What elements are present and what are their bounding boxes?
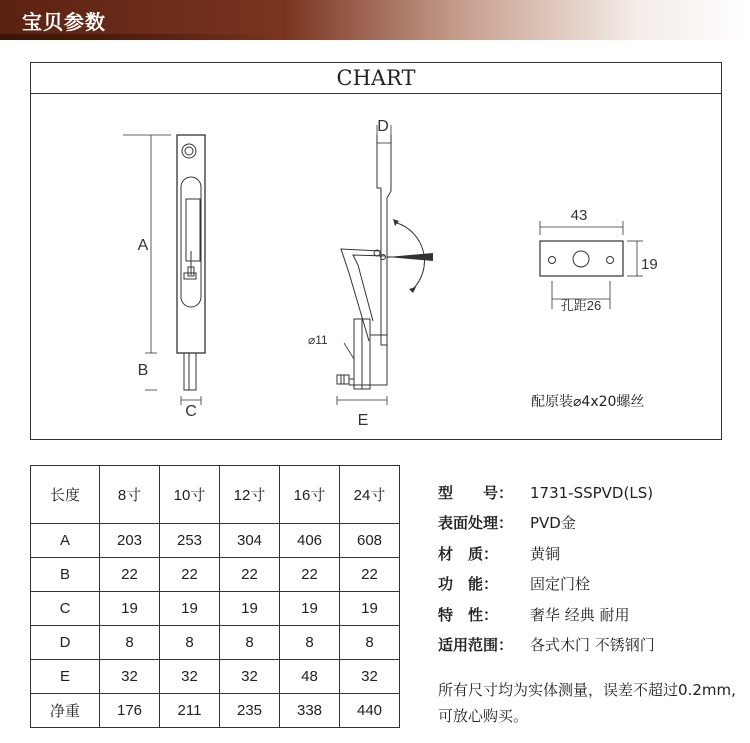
table-cell: 22 — [340, 558, 400, 592]
table-header-cell: 12寸 — [220, 466, 280, 524]
spec-value: 各式木门 不锈钢门 — [530, 636, 655, 654]
spec-value: 1731-SSPVD(LS) — [530, 484, 654, 502]
table-cell: 8 — [220, 626, 280, 660]
spec-material — [438, 543, 560, 567]
spec-label: 表面处理： — [438, 514, 514, 532]
size-table — [30, 465, 400, 728]
table-cell: 203 — [100, 524, 160, 558]
table-cell: 8 — [160, 626, 220, 660]
table-header-cell: 长度 — [31, 466, 100, 524]
table-cell: 8 — [280, 626, 340, 660]
table-header-row — [31, 466, 400, 524]
spec-value: PVD金 — [530, 514, 576, 532]
spec-value: 黄铜 — [530, 545, 561, 563]
table-cell: 304 — [220, 524, 280, 558]
table-row — [31, 524, 400, 558]
table-cell: 608 — [340, 524, 400, 558]
chart-box — [30, 62, 722, 440]
spec-model — [438, 482, 653, 506]
strike-plate — [540, 221, 643, 309]
spec-function — [438, 573, 590, 597]
bolt-diagram — [31, 63, 723, 441]
table-cell: 19 — [280, 592, 340, 626]
row-label: B — [31, 558, 100, 592]
table-header-cell: 10寸 — [160, 466, 220, 524]
spec-label: 材 质： — [438, 545, 499, 563]
table-cell: 22 — [160, 558, 220, 592]
row-label: C — [31, 592, 100, 626]
side-view — [337, 125, 433, 405]
dimension-b-label: B — [137, 362, 149, 379]
table-row — [31, 694, 400, 728]
table-header-cell: 16寸 — [280, 466, 340, 524]
table-cell: 406 — [280, 524, 340, 558]
spec-value: 奢华 经典 耐用 — [530, 606, 630, 624]
table-cell: 176 — [100, 694, 160, 728]
table-cell: 235 — [220, 694, 280, 728]
row-label: E — [31, 660, 100, 694]
plate-width-label: 43 — [570, 207, 588, 224]
table-cell: 22 — [280, 558, 340, 592]
table-row — [31, 660, 400, 694]
hole-distance-label: 孔距26 — [560, 298, 602, 313]
dimension-a-label: A — [137, 237, 149, 254]
dimension-d-label: D — [377, 118, 389, 135]
screw-note: 配原装⌀4x20螺丝 — [531, 394, 645, 410]
table-cell: 440 — [340, 694, 400, 728]
dimension-e-label: E — [357, 412, 369, 429]
table-cell: 19 — [340, 592, 400, 626]
section-title: 宝贝参数 — [22, 10, 106, 34]
table-cell: 253 — [160, 524, 220, 558]
table-cell: 48 — [280, 660, 340, 694]
table-cell: 338 — [280, 694, 340, 728]
spec-scope — [438, 634, 655, 658]
row-label: 净重 — [31, 694, 100, 728]
spec-label: 型 号： — [438, 484, 514, 502]
table-row — [31, 558, 400, 592]
table-cell: 32 — [100, 660, 160, 694]
spec-finish — [438, 512, 576, 536]
diameter-label: ⌀11 — [308, 333, 328, 347]
spec-label: 特 性： — [438, 606, 499, 624]
front-view — [123, 135, 205, 405]
table-cell: 32 — [220, 660, 280, 694]
table-cell: 22 — [100, 558, 160, 592]
row-label: A — [31, 524, 100, 558]
table-cell: 8 — [100, 626, 160, 660]
table-cell: 19 — [160, 592, 220, 626]
measurement-note: 所有尺寸均为实体测量，误差不超过0.2mm,可放心购买。 — [438, 681, 736, 725]
table-cell: 32 — [160, 660, 220, 694]
table-cell: 19 — [100, 592, 160, 626]
chart-title: CHART — [31, 63, 721, 94]
spec-label: 功 能： — [438, 575, 499, 593]
plate-height-label: 19 — [641, 256, 658, 273]
table-row — [31, 592, 400, 626]
table-row — [31, 626, 400, 660]
table-cell: 211 — [160, 694, 220, 728]
spec-feature — [438, 604, 630, 628]
table-header-cell: 24寸 — [340, 466, 400, 524]
table-cell: 22 — [220, 558, 280, 592]
dimension-c-label: C — [185, 403, 197, 420]
table-cell: 19 — [220, 592, 280, 626]
table-cell: 8 — [340, 626, 400, 660]
spec-value: 固定门栓 — [530, 575, 591, 593]
section-header — [0, 0, 750, 40]
table-cell: 32 — [340, 660, 400, 694]
spec-label: 适用范围： — [438, 636, 514, 654]
row-label: D — [31, 626, 100, 660]
table-header-cell: 8寸 — [100, 466, 160, 524]
